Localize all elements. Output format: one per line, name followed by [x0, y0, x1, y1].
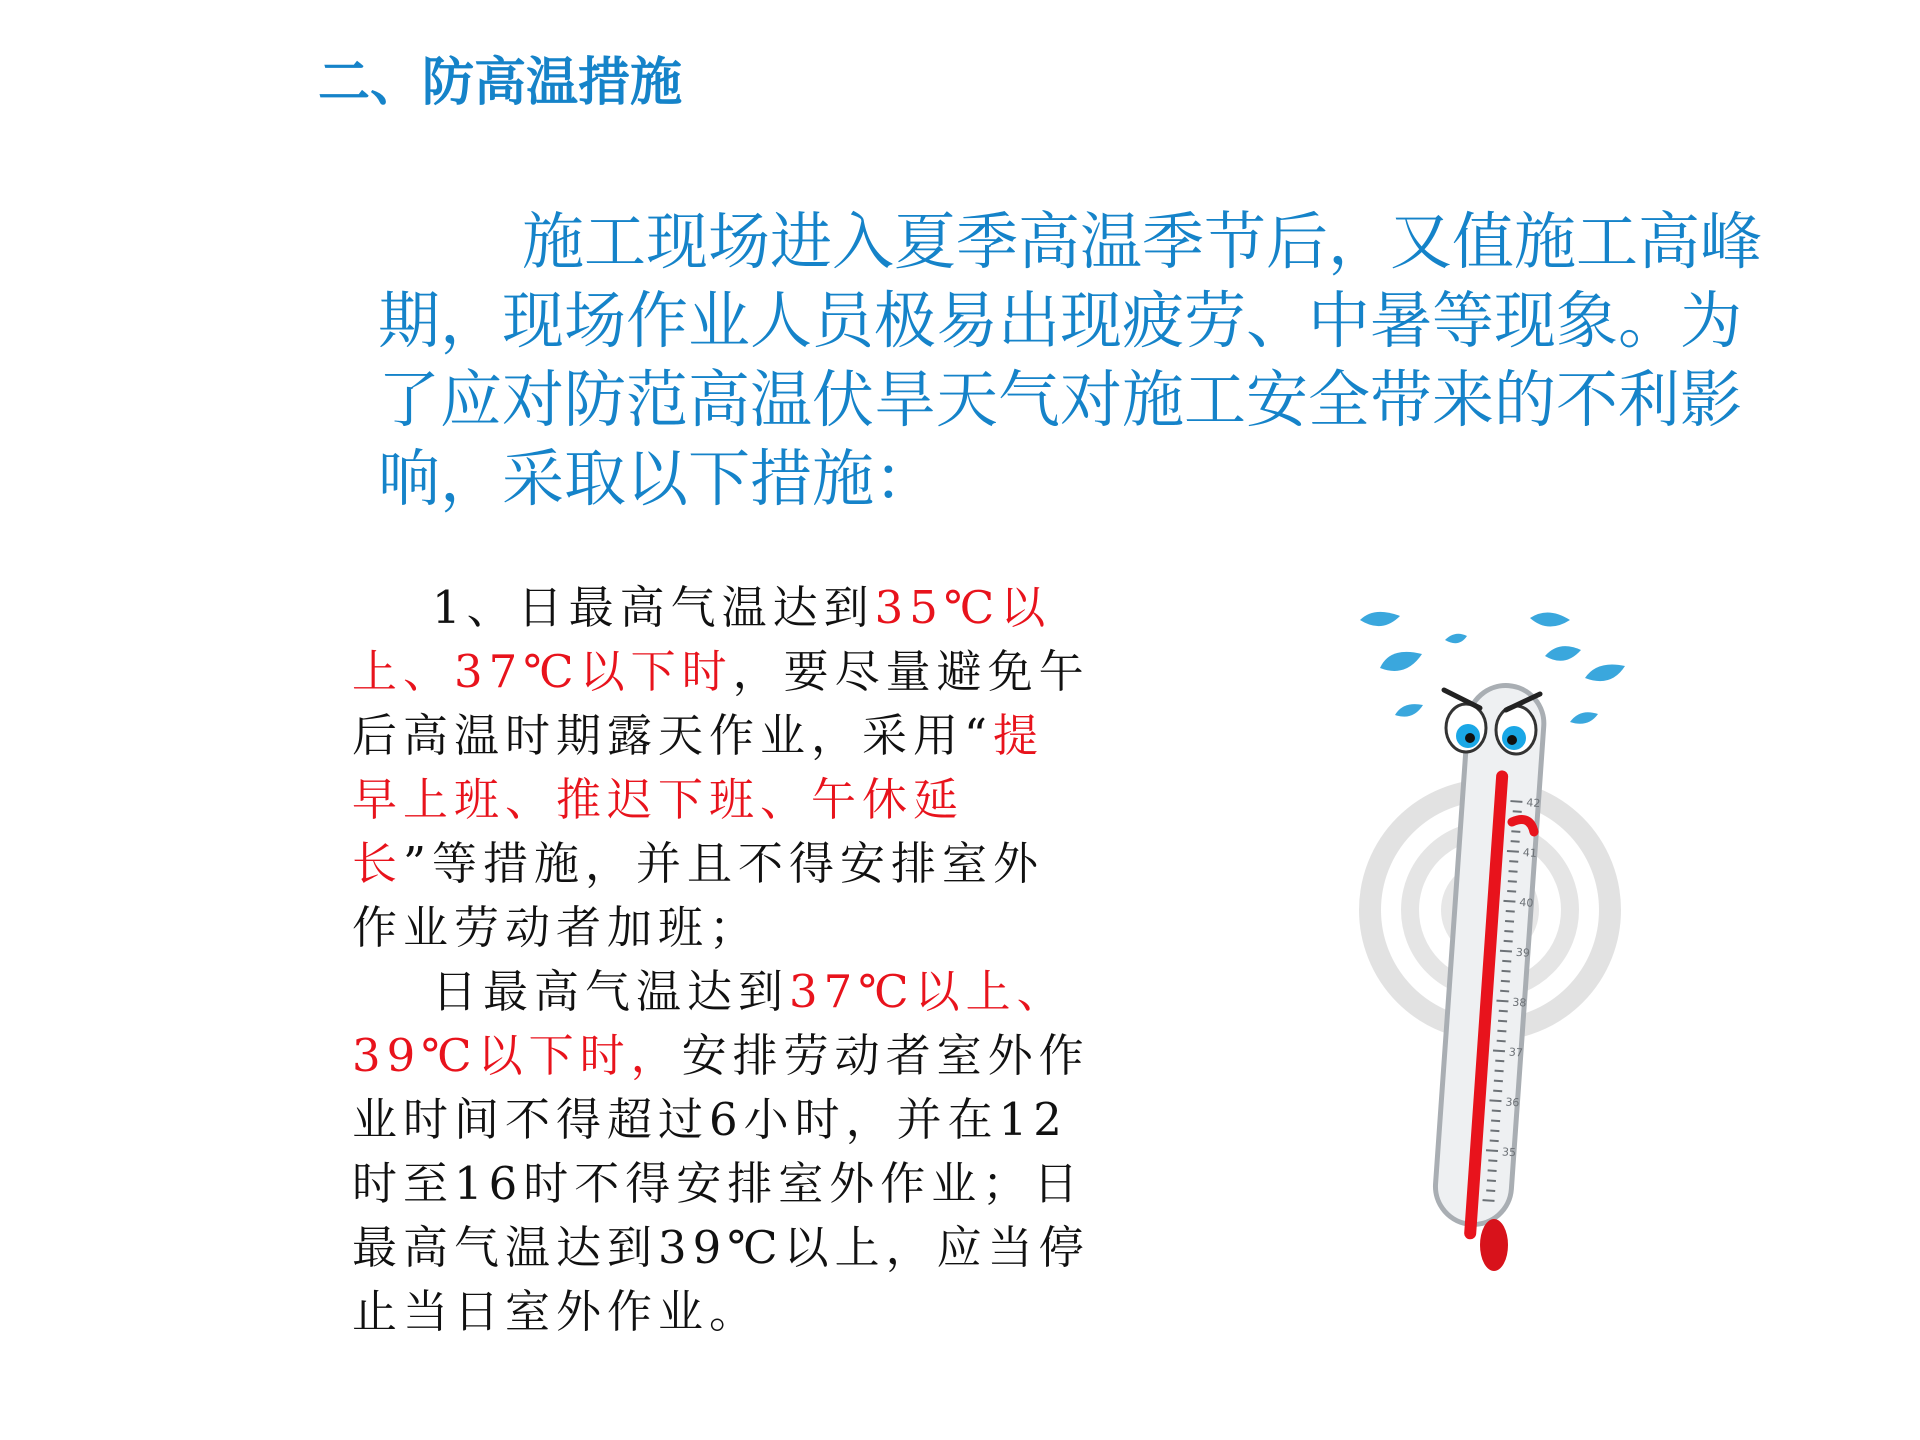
measure-2: [352, 960, 1092, 1344]
scale-tick: [1486, 1150, 1498, 1151]
scale-tick: [1490, 1130, 1499, 1131]
scale-tick: [1511, 841, 1520, 842]
scale-tick: [1501, 981, 1510, 982]
thermometer-bulb: [1480, 1219, 1508, 1271]
measure-2-range: 37℃以上、39℃以下时，: [352, 965, 1068, 1082]
scale-tick: [1483, 1200, 1495, 1201]
scale-tick: [1502, 961, 1511, 962]
scale-tick: [1504, 941, 1513, 942]
scale-tick: [1508, 881, 1517, 882]
scale-tick: [1507, 891, 1516, 892]
measure-2-suffix: 安排劳动者室外作业时间不得超过6小时，并在12时至16时不得安排室外作业；日最高气温达到39℃以上，应当停止当日室外作业。: [352, 1029, 1090, 1338]
scale-tick: [1488, 1170, 1497, 1171]
scale-tick: [1504, 931, 1513, 932]
scale-tick: [1498, 1021, 1507, 1022]
scale-tick: [1490, 1140, 1499, 1141]
scale-tick: [1500, 991, 1509, 992]
scale-label: 42: [1525, 796, 1541, 811]
intro-paragraph: 施工现场进入夏季高温季节后，又值施工高峰期，现场作业人员极易出现疲劳、中暑等现象。为了应对防范高温伏旱天气对施工安全带来的不利影响，采取以下措施：: [378, 205, 1763, 515]
scale-tick: [1506, 911, 1515, 912]
measure-1: [352, 576, 1092, 960]
scale-tick: [1496, 1001, 1508, 1002]
measures-text: [352, 576, 1092, 1344]
scale-label: 36: [1504, 1095, 1520, 1110]
scale-tick: [1509, 861, 1518, 862]
scale-tick: [1499, 1011, 1508, 1012]
scale-tick: [1510, 801, 1522, 802]
scale-tick: [1493, 1091, 1502, 1092]
measure-1-prefix: 1、日最高气温达到: [432, 581, 875, 634]
scale-tick: [1500, 951, 1512, 952]
page-title: 二、防高温措施: [318, 53, 683, 113]
measure-1-range: 35℃以上、37℃以下时: [352, 581, 1052, 698]
scale-tick: [1497, 1041, 1506, 1042]
scale-tick: [1491, 1120, 1500, 1121]
scale-tick: [1492, 1111, 1501, 1112]
scale-tick: [1509, 871, 1518, 872]
scale-label: 38: [1511, 995, 1527, 1010]
scale-tick: [1502, 971, 1511, 972]
measure-1-emphasis: 提早上班、推迟下班、午休延长: [352, 709, 1045, 890]
scale-label: 37: [1508, 1045, 1524, 1060]
scale-tick: [1487, 1180, 1496, 1181]
sweating-thermometer-illustration: [1340, 590, 1640, 1290]
scale-label: 41: [1522, 846, 1538, 861]
scale-tick: [1505, 921, 1514, 922]
scale-tick: [1494, 1081, 1503, 1082]
scale-tick: [1493, 1050, 1505, 1051]
scale-tick: [1513, 811, 1522, 812]
scale-tick: [1495, 1061, 1504, 1062]
scale-tick: [1507, 851, 1519, 852]
scale-tick: [1486, 1190, 1495, 1191]
measure-1-suffix: ”等措施，并且不得安排室外作业劳动者加班；: [352, 837, 1045, 954]
scale-label: 40: [1518, 895, 1534, 910]
scale-label: 35: [1501, 1145, 1517, 1160]
scale-tick: [1497, 1031, 1506, 1032]
scale-tick: [1495, 1071, 1504, 1072]
measure-2-prefix: 日最高气温达到: [432, 965, 790, 1018]
scale-label: 39: [1515, 945, 1531, 960]
scale-tick: [1511, 831, 1520, 832]
measure-1-mid: ，要尽量避免午后高温时期露天作业，采用“: [352, 645, 1090, 762]
scale-tick: [1490, 1100, 1502, 1101]
scale-tick: [1488, 1160, 1497, 1161]
scale-tick: [1503, 901, 1515, 902]
